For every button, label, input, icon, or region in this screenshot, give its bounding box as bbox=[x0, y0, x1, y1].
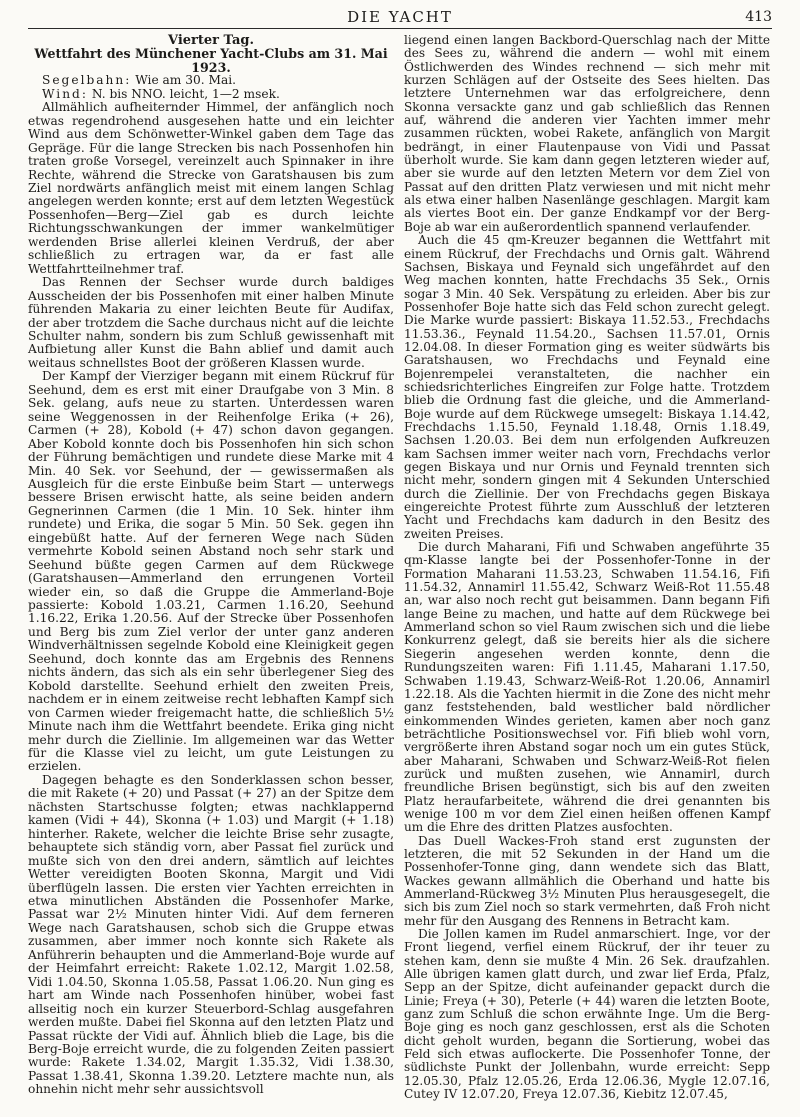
paragraph: Der Kampf der Vierziger begann mit einem Rückruf für Seehund, dem es erst mit einer Draufgabe von 3 Min. 8 Sek. gelang, aufs neue zu starten. Unterdessen waren seine Weggenossen in der Reihenfolge Erika (+ 26), Carmen (+ 28), Kobold (+ 47) schon davon gegangen. Aber Kobold konnte doch bis Possenhofen hin sich schon der Führung bemächtigen und rundete diese Marke mit 4 Min. 40 Sek. vor Seehund, der — gewissermaßen als Ausgleich für die erste Einbuße beim Start — unterwegs bessere Brisen erwischt hatte, als seine beiden andern Gegnerinnen Carmen (die 1 Min. 10 Sek. hinter ihm rundete) und Erika, die sogar 5 Min. 50 Sek. gegen ihn eingebüßt hatte. Auf der ferneren Wege nach Süden vermehrte Kobold seinen Abstand noch sehr stark und Seehund büßte gegen Carmen auf dem Rückwege (Garatshausen—Ammerland den errungenen Vorteil wieder ein, so daß die Gruppe die Ammerland-Boje passierte: Kobold 1.03.21, Carmen 1.16.20, Seehund 1.16.22, Erika 1.20.56. Auf der Strecke über Possenhofen und Berg bis zum Ziel verlor der unter ganz anderen Windverhältnissen segelnde Kobold eine Kleinigkeit gegen Seehund, doch konnte das am Ergebnis des Rennens nichts ändern, das sich als ein sehr überlegener Sieg des Kobold darstellte. Seehund erhielt den zweiten Preis, nachdem er in einem zeitweise recht lebhaften Kampf sich von Carmen wieder freigemacht hatte, die schließlich 5½ Minute nach ihm die Wettfahrt beendete. Erika ging nicht mehr durch die Ziellinie. Im allgemeinen war das Wetter für die Klasse viel zu leicht, um gute Leistungen zu erzielen. bbox=[28, 369, 394, 774]
page-number: 413 bbox=[745, 9, 772, 25]
course-value: Wie am 30. Mai. bbox=[131, 73, 237, 88]
wind-line bbox=[28, 88, 394, 101]
wind-label: Wind: bbox=[42, 86, 88, 101]
wind-value: N. bis NNO. leicht, 1—2 msek. bbox=[87, 86, 280, 101]
section-title: Vierter Tag. bbox=[167, 33, 255, 48]
paragraph: liegend einen langen Backbord-Querschlag nach der Mitte des Sees zu, während die andern — wohl mit einem Östlichwerden des Windes rechnend — sich mehr mit kurzen Schlägen auf der Ostseite des Sees hielten. Das letztere Unternehmen war das erfolgreichere, denn Skonna versackte ganz und gab schließlich das Rennen auf, während die anderen vier Yachten immer mehr zusammen rückten, wobei Rakete, anfänglich von Margit bedrängt, in einer Flautenpause von Vidi und Passat überholt wurde. Sie kam dann gegen letzteren wieder auf, aber sie wurde auf den letzten Metern vor dem Ziel von Passat auf den dritten Platz verwiesen und mit nicht mehr als etwa einer halben Nasenlänge geschlagen. Margit kam als viertes Boot ein. Der ganze Endkampf vor der Berg-Boje ab war ein außerordentlich spannend verlaufender. bbox=[404, 33, 770, 234]
left-column bbox=[28, 34, 394, 1097]
journal-title: DIE YACHT bbox=[347, 8, 453, 26]
course-line bbox=[28, 74, 394, 87]
paragraph: Das Rennen der Sechser wurde durch baldiges Ausscheiden der bis Possenhofen mit einer halben Minute führenden Makaria zu einer leichten Beute für Audifax, der aber trotzdem die Sache durchaus nicht auf die leichte Schulter nahm, sondern bis zum Schluß gewissenhaft mit Aufbietung aller Kunst die Bahn ablief und damit auch weitaus schnellstes Boot der größeren Klassen wurde. bbox=[28, 275, 394, 370]
paragraph: Allmählich aufheiternder Himmel, der anfänglich noch etwas regendrohend ausgesehen hatte und ein leichter Wind aus dem Schönwetter-Winkel gaben dem Tage das Gepräge. Für die lange Strecken bis nach Possenhofen hin traten große Vorsegel, vereinzelt auch Spinnaker in ihre Rechte, während die Strecke von Garatshausen bis zum Ziel nordwärts anfänglich meist mit einem langen Schlag angelegen werden konnte; erst auf dem letzten Wegestück Possenhofen—Berg—Ziel gab es durch leichte Richtungsschwankungen der immer wankelmütiger werdenden Brise allerlei kleinen Verdruß, der aber schließlich zu ertragen war, da er fast alle Wettfahrtteilnehmer traf. bbox=[28, 100, 394, 276]
paragraph: Die durch Maharani, Fifi und Schwaben angeführte 35 qm-Klasse langte bei der Possenhofer-Tonne in der Formation Maharani 11.53.23, Schwaben 11.54.16, Fifi 11.54.32, Annamirl 11.55.42, Schwarz Weiß-Rot 11.55.48 an, war also noch recht gut beisammen. Dann begann Fifi lange Beine zu machen, und hatte auf dem Rückwege bei Ammerland schon so viel Raum zwischen sich und die liebe Konkurrenz gelegt, daß sie bereits hier als die sichere Siegerin angesehen werden konnte, denn die Rundungszeiten waren: Fifi 1.11.45, Maharani 1.17.50, Schwaben 1.19.43, Schwarz-Weiß-Rot 1.20.06, Annamirl 1.22.18. Als die Yachten hiermit in die Zone des nicht mehr ganz feststehenden, bald westlicher bald nördlicher einkommenden Windes gerieten, kamen aber noch ganz beträchtliche Positionswechsel vor. Fifi blieb wohl vorn, vergrößerte ihren Abstand sogar noch um ein gutes Stück, aber Maharani, Schwaben und Schwarz-Weiß-Rot fielen zurück und mußten zusehen, wie Annamirl, durch freundliche Brisen begünstigt, sich bis auf den zweiten Platz heraufarbeitete, während die drei genannten bis wenige 100 m vor dem Ziel einen heißen offenen Kampf um die Ehre des dritten Platzes ausfochten. bbox=[404, 540, 770, 835]
running-head bbox=[28, 6, 772, 29]
course-label: Segelbahn: bbox=[42, 73, 132, 88]
paragraph: Das Duell Wackes-Froh stand erst zugunsten der letzteren, die mit 52 Sekunden in der Hand um die Possenhofer-Tonne ging, dann wendete sich das Blatt, Wackes gewann allmählich die Oberhand und hatte bis Ammerland-Rückweg 3½ Minuten Plus herausgesegelt, die sich bis zum Ziel noch so stark vermehrten, daß Froh nicht mehr für den Ausgang des Rennens in Betracht kam. bbox=[404, 833, 770, 928]
paragraph: Dagegen behagte es den Sonderklassen schon besser, die mit Rakete (+ 20) und Passat (+ 27) an der Spitze dem nächsten Startschusse folgten; etwas nachklappernd kamen (Vidi + 44), Skonna (+ 1.03) und Margit (+ 1.18) hinterher. Rakete, welcher die leichte Brise sehr zusagte, behauptete sich ständig vorn, aber Passat fiel zurück und mußte sich von den drei andern, sämtlich auf leichtes Wetter vereidigten Booten Skonna, Margit und Vidi überflügeln lassen. Die ersten vier Yachten erreichten in etwa minutlichen Abständen die Possenhofer Marke, Passat war 2½ Minuten hinter Vidi. Auf dem ferneren Wege nach Garatshausen, schob sich die Gruppe etwas zusammen, aber immer noch konnte sich Rakete als Anführerin behaupten und die Ammerland-Boje wurde auf der Heimfahrt erreicht: Rakete 1.02.12, Margit 1.02.58, Vidi 1.04.50, Skonna 1.05.58, Passat 1.06.20. Nun ging es hart am Winde nach Possenhofen hinüber, wobei fast allseitig noch ein kurzer Steuerbord-Schlag ausgefahren werden mußte. Dabei fiel Skonna auf den letzten Platz und Passat rückte der Vidi auf. Ähnlich blieb die Lage, bis die Berg-Boje erreicht wurde, die zu folgenden Zeiten passiert wurde: Rakete 1.34.02, Margit 1.35.32, Vidi 1.38.30, Passat 1.38.41, Skonna 1.39.20. Letztere machte nun, als ohnehin nicht mehr sehr aussichtsvoll bbox=[28, 772, 394, 1097]
paragraph: Auch die 45 qm-Kreuzer begannen die Wettfahrt mit einem Rückruf, der Frechdachs und Ornis galt. Während Sachsen, Biskaya und Feynald sich ungefährdet auf den Weg machen konnten, hatte Frechdachs 35 Sek., Ornis sogar 3 Min. 40 Sek. Verspätung zu erleiden. Aber bis zur Possenhofer Boje hatte sich das Feld schon zurecht gelegt. Die Marke wurde passiert: Biskaya 11.52.53., Frechdachs 11.53.36., Feynald 11.54.20., Sachsen 11.57.01, Ornis 12.04.08. In dieser Formation ging es weiter südwärts bis Garatshausen, wo Frechdachs und Feynald eine Bojenrempelei veranstalteten, die nachher ein schiedsrichterliches Eingreifen zur Folge hatte. Trotzdem blieb die Ordnung fast die gleiche, und die Ammerland-Boje wurde auf dem Rückwege umsegelt: Biskaya 1.14.42, Frechdachs 1.15.50, Feynald 1.18.48, Ornis 1.18.49, Sachsen 1.20.03. Bei dem nun erfolgenden Aufkreuzen kam Sachsen immer weiter nach vorn, Frechdachs verlor gegen Biskaya und nur Ornis und Feynald trennten sich nicht mehr, sondern gingen mit 4 Sekunden Unterschied durch die Ziellinie. Der von Frechdachs gegen Biskaya eingereichte Protest führte zum Ausschluß der letzteren Yacht und Frechdachs kam dadurch in den Besitz des zweiten Preises. bbox=[404, 233, 770, 541]
right-column bbox=[404, 34, 770, 1102]
section-subtitle: Wettfahrt des Münchener Yacht-Clubs am 31. Mai 1923. bbox=[34, 46, 388, 75]
paragraph: Die Jollen kamen im Rudel anmarschiert. Inge, vor der Front liegend, verfiel einem Rückruf, der ihr teuer zu stehen kam, denn sie mußte 4 Min. 26 Sek. draufzahlen. Alle übrigen kamen glatt durch, und zwar lief Erda, Pfalz, Sepp an der Spitze, dicht aufeinander gepackt durch die Linie; Freya (+ 30), Peterle (+ 44) waren die letzten Boote, ganz zum Schluß die schon erwähnte Inge. Um die Berg-Boje ging es noch ganz geschlossen, erst als die Schoten dicht geholt wurden, begann die Sortierung, wobei das Feld sich etwas auflockerte. Die Possenhofer Tonne, der südlichste Punkt der Jollenbahn, wurde erreicht: Sepp 12.05.30, Pfalz 12.05.26, Erda 12.06.36, Mygle 12.07.16, Cutey IV 12.07.20, Freya 12.07.36, Kiebitz 12.07.45, bbox=[404, 927, 770, 1102]
